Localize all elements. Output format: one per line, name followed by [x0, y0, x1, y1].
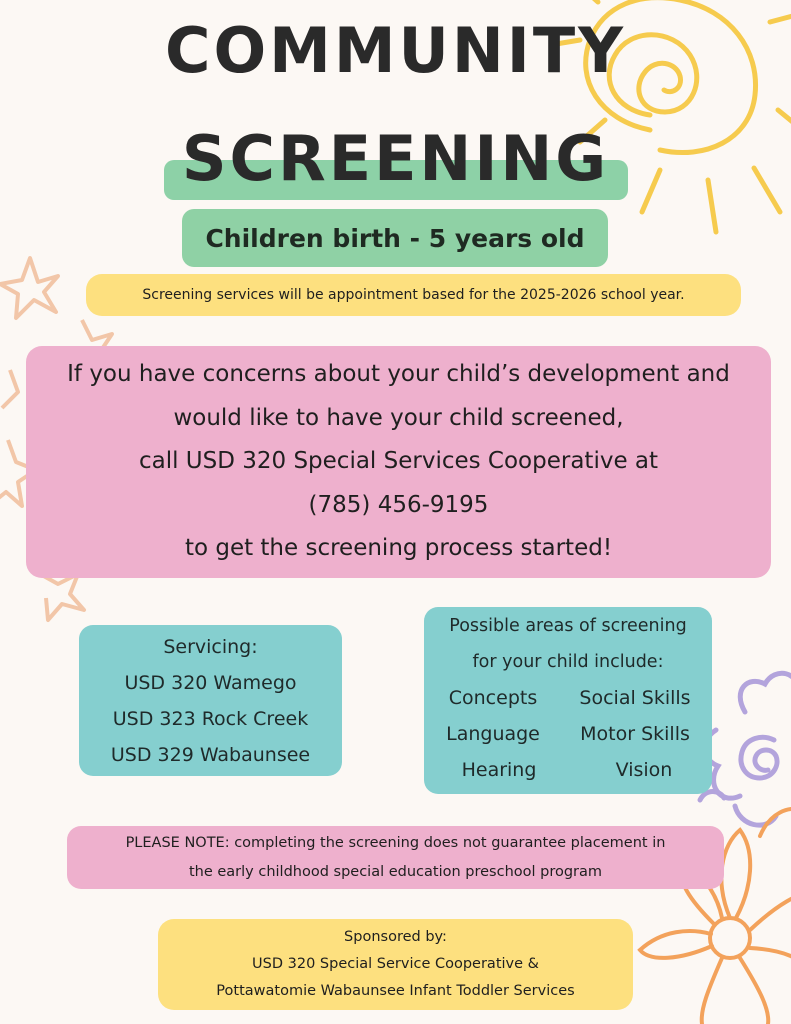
note-line: PLEASE NOTE: completing the screening does not guarantee placement in: [125, 834, 666, 851]
concern-line: call USD 320 Special Services Cooperative at: [138, 448, 659, 475]
note-line: the early childhood special education preschool program: [188, 863, 603, 880]
screening-areas-box: [424, 607, 712, 794]
concern-line: If you have concerns about your child’s development and: [67, 361, 730, 388]
areas-heading-line-2: for your child include:: [472, 652, 664, 672]
age-range-text: Children birth - 5 years old: [205, 223, 585, 253]
phone-number: (785) 456-9195: [308, 491, 489, 518]
placement-note: [67, 826, 724, 889]
district-item: USD 323 Rock Creek: [112, 707, 309, 730]
screening-area-item: Motor Skills: [580, 723, 690, 745]
screening-area-item: Social Skills: [579, 687, 691, 709]
screening-area-item: Hearing: [461, 759, 537, 781]
district-item: USD 320 Wamego: [124, 671, 297, 694]
sponsor-heading: Sponsored by:: [344, 929, 447, 945]
concern-callout: [26, 346, 771, 578]
title-line-1: COMMUNITY: [164, 14, 627, 87]
screening-area-item: Language: [446, 723, 540, 745]
district-item: USD 329 Wabaunsee: [110, 743, 311, 766]
sponsor-line: Pottawatomie Wabaunsee Infant Toddler Services: [216, 983, 575, 999]
sponsor-line: USD 320 Special Service Cooperative &: [252, 956, 539, 972]
screening-area-item: Concepts: [448, 687, 538, 709]
screening-area-item: Vision: [615, 759, 673, 781]
flower-icon: [700, 673, 791, 825]
concern-line: would like to have your child screened,: [173, 404, 624, 431]
concern-line: to get the screening process started!: [184, 535, 613, 562]
areas-heading-line-1: Possible areas of screening: [449, 616, 687, 636]
servicing-heading: Servicing:: [163, 635, 258, 658]
title-line-2: SCREENING: [181, 122, 610, 195]
age-range-banner: [182, 209, 608, 267]
appointment-notice-text: Screening services will be appointment based for the 2025-2026 school year.: [142, 287, 685, 303]
sponsor-box: [158, 919, 633, 1010]
appointment-notice: [86, 274, 741, 316]
servicing-box: [79, 625, 342, 776]
